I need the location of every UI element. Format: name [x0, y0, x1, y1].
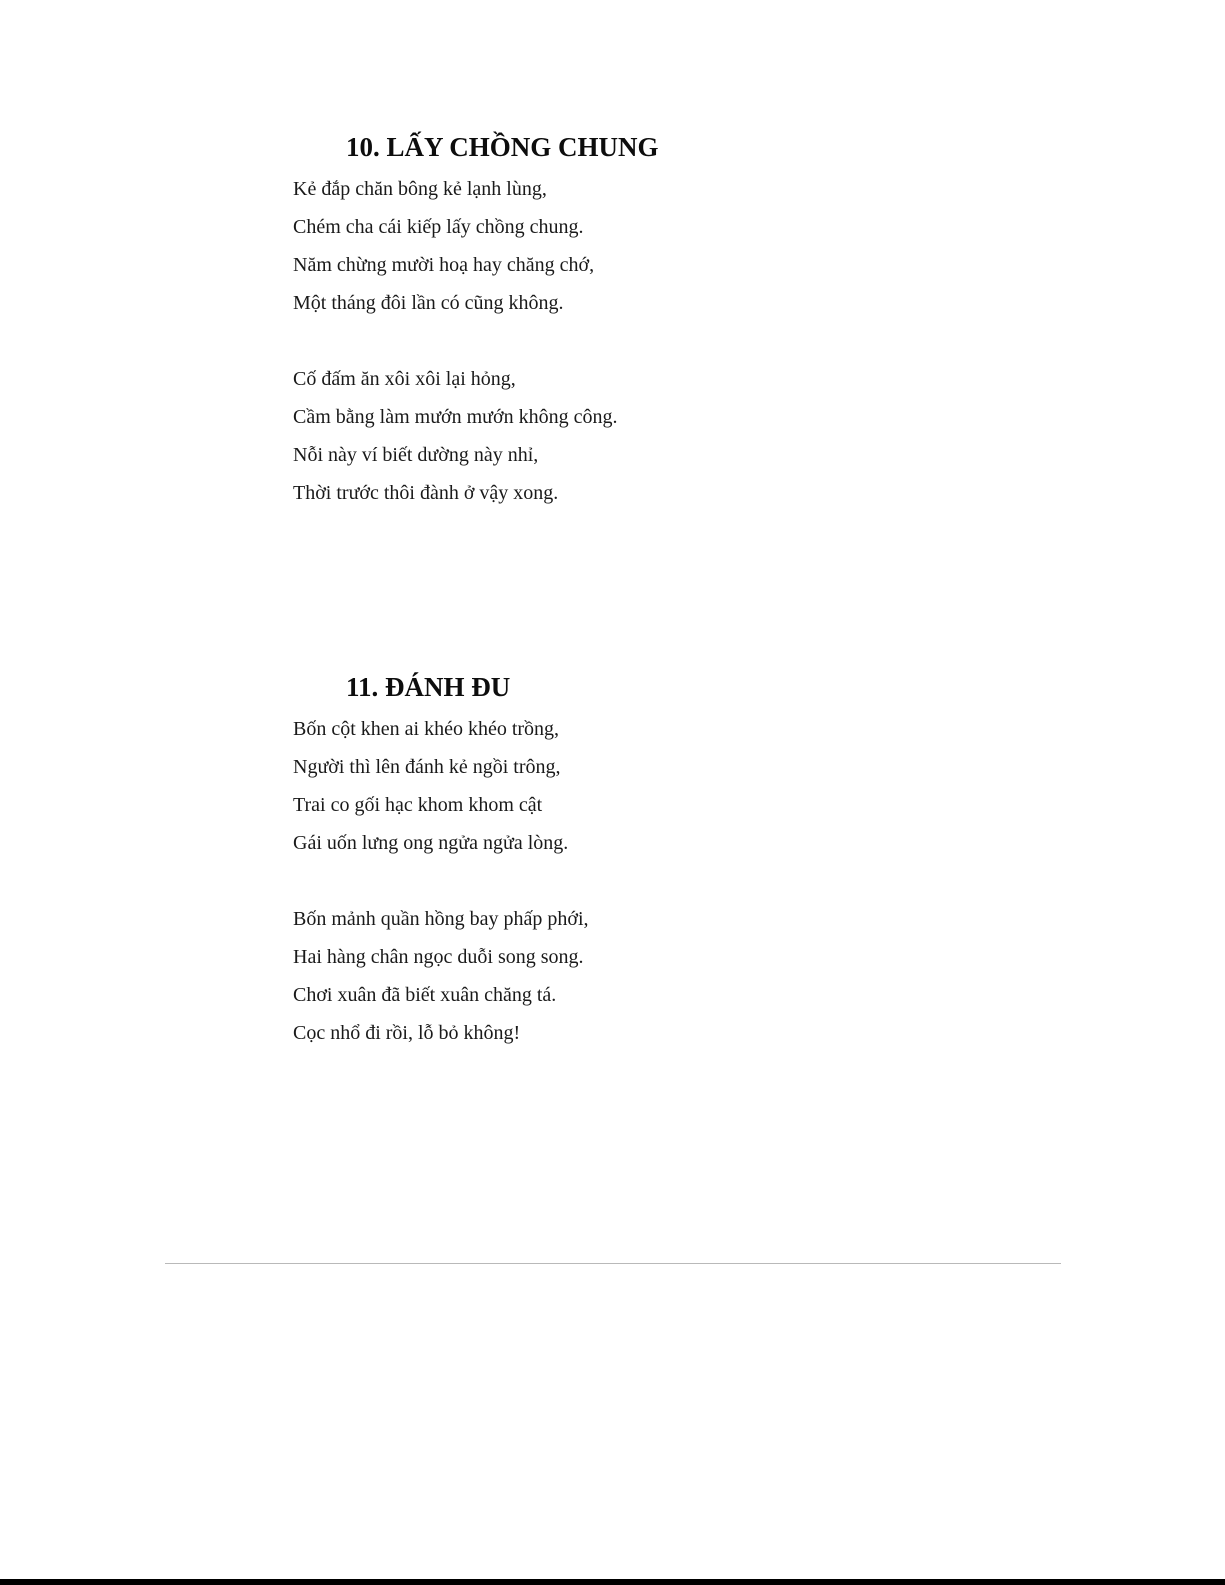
poem-line: Chơi xuân đã biết xuân chăng tá.	[293, 984, 557, 1006]
poem-title: 10. LẤY CHỒNG CHUNG	[346, 132, 659, 162]
poem-line: Hai hàng chân ngọc duỗi song song.	[293, 946, 584, 968]
poem-title: 11. ĐÁNH ĐU	[346, 672, 511, 702]
poem-line: Thời trước thôi đành ở vậy xong.	[293, 482, 559, 504]
poem-line: Người thì lên đánh kẻ ngồi trông,	[293, 756, 561, 778]
poem-line: Bốn mảnh quần hồng bay phấp phới,	[293, 908, 589, 930]
poem-line: Trai co gối hạc khom khom cật	[293, 794, 543, 816]
poem-line: Năm chừng mười hoạ hay chăng chớ,	[293, 254, 595, 276]
poem-line: Kẻ đắp chăn bông kẻ lạnh lùng,	[293, 178, 547, 200]
poem-line: Nỗi này ví biết dường này nhỉ,	[293, 444, 539, 466]
page-bottom-edge	[0, 1579, 1225, 1585]
footer-divider	[165, 1263, 1061, 1264]
poem-line: Bốn cột khen ai khéo khéo trồng,	[293, 718, 560, 740]
poem-line: Chém cha cái kiếp lấy chồng chung.	[293, 216, 584, 238]
poem-line: Một tháng đôi lần có cũng không.	[293, 292, 564, 314]
poem-line: Gái uốn lưng ong ngửa ngửa lòng.	[293, 832, 569, 854]
poem-line: Cầm bằng làm mướn mướn không công.	[293, 406, 618, 428]
poem-line: Cọc nhổ đi rồi, lỗ bỏ không!	[293, 1022, 521, 1044]
poem-line: Cố đấm ăn xôi xôi lại hỏng,	[293, 368, 516, 390]
